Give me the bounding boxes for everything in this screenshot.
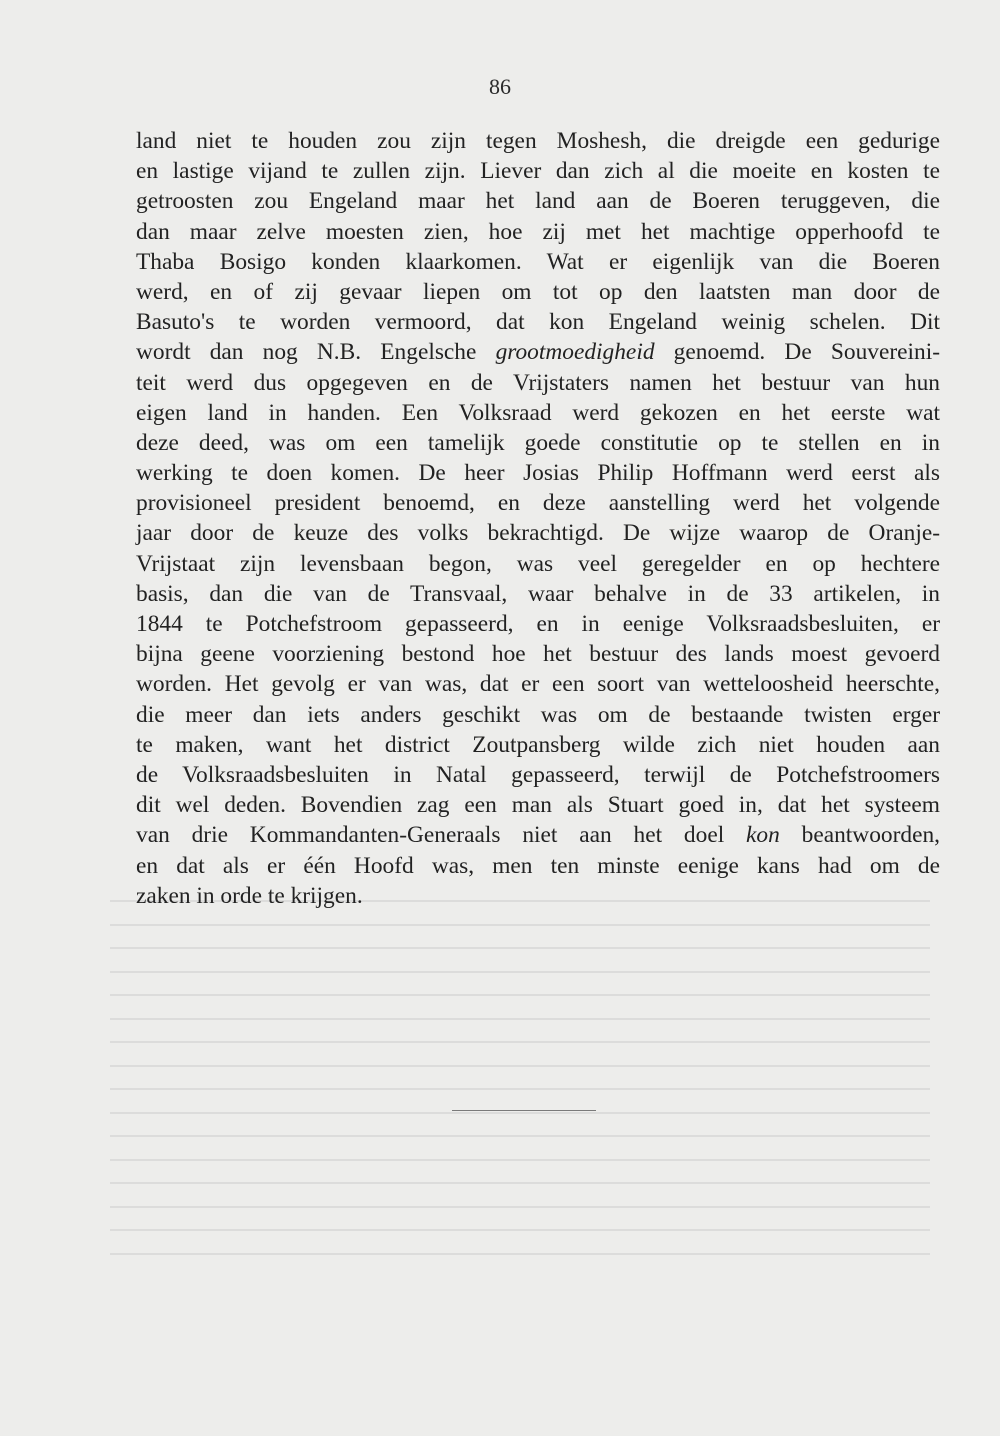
text-line: teit werd dus opgegeven en de Vrijstaters namen het bestuur van hun (136, 369, 940, 396)
text-line: getroosten zou Engeland maar het land aan de Boeren teruggeven, die (136, 188, 940, 215)
text-line: deze deed, was om een tamelijk goede constitutie op te stellen en in (136, 429, 940, 456)
text-line: zaken in orde te krijgen. (136, 882, 363, 909)
text-line: Thaba Bosigo konden klaarkomen. Wat er eigenlijk van die Boeren (136, 248, 940, 275)
section-divider (452, 1110, 596, 1111)
text-line: de Volksraadsbesluiten in Natal gepasseerd, terwijl de Potchefstroomers (136, 761, 940, 788)
text-segment: genoemd. De Souvereini- (654, 339, 940, 366)
text-line: jaar door de keuze des volks bekrachtigd. De wijze waarop de Oranje- (136, 520, 940, 547)
text-segment: van drie Kommandanten-Generaals niet aan het doel (136, 822, 747, 849)
text-line: die meer dan iets anders geschikt was om de bestaande twisten erger (136, 701, 940, 728)
text-line: en dat als er één Hoofd was, men ten minste eenige kans had om de (136, 852, 940, 879)
text-line (136, 820, 940, 850)
text-line: 1844 te Potchefstroom gepasseerd, en in eenige Volksraadsbesluiten, er (136, 611, 940, 637)
text-line (136, 337, 940, 367)
text-line: dit wel deden. Bovendien zag een man als Stuart goed in, dat het systeem (136, 792, 940, 819)
text-segment: beantwoorden, (779, 822, 940, 849)
text-line: eigen land in handen. Een Volksraad werd gekozen en het eerste wat (136, 399, 940, 426)
text-segment: wordt dan nog N.B. Engelsche (136, 339, 496, 366)
italic-emphasis: kon (746, 822, 780, 849)
body-text (136, 126, 940, 911)
text-line: land niet te houden zou zijn tegen Moshesh, die dreigde een gedurige (136, 128, 940, 154)
page-number: 86 (489, 74, 511, 99)
text-line: provisioneel president benoemd, en deze aanstelling werd het volgende (136, 490, 940, 517)
text-line: Basuto's te worden vermoord, dat kon Engeland weinig schelen. Dit (136, 309, 940, 336)
italic-emphasis: grootmoedigheid (495, 339, 655, 366)
text-line: werking te doen komen. De heer Josias Philip Hoffmann werd eerst als (136, 460, 940, 487)
text-line: te maken, want het district Zoutpansberg wilde zich niet houden aan (136, 731, 940, 758)
text-line: basis, dan die van de Transvaal, waar behalve in de 33 artikelen, in (136, 580, 940, 607)
text-line: en lastige vijand te zullen zijn. Liever dan zich al die moeite en kosten te (136, 158, 940, 185)
text-line: dan maar zelve moesten zien, hoe zij met het machtige opperhoofd te (136, 218, 940, 245)
text-line: bijna geene voorziening bestond hoe het bestuur des lands moest gevoerd (136, 641, 940, 668)
text-line: worden. Het gevolg er van was, dat er een soort van wetteloosheid heerschte, (136, 671, 940, 698)
text-line: Vrijstaat zijn levensbaan begon, was veel geregelder en op hechtere (136, 550, 940, 577)
text-line: werd, en of zij gevaar liepen om tot op den laatsten man door de (136, 278, 940, 305)
